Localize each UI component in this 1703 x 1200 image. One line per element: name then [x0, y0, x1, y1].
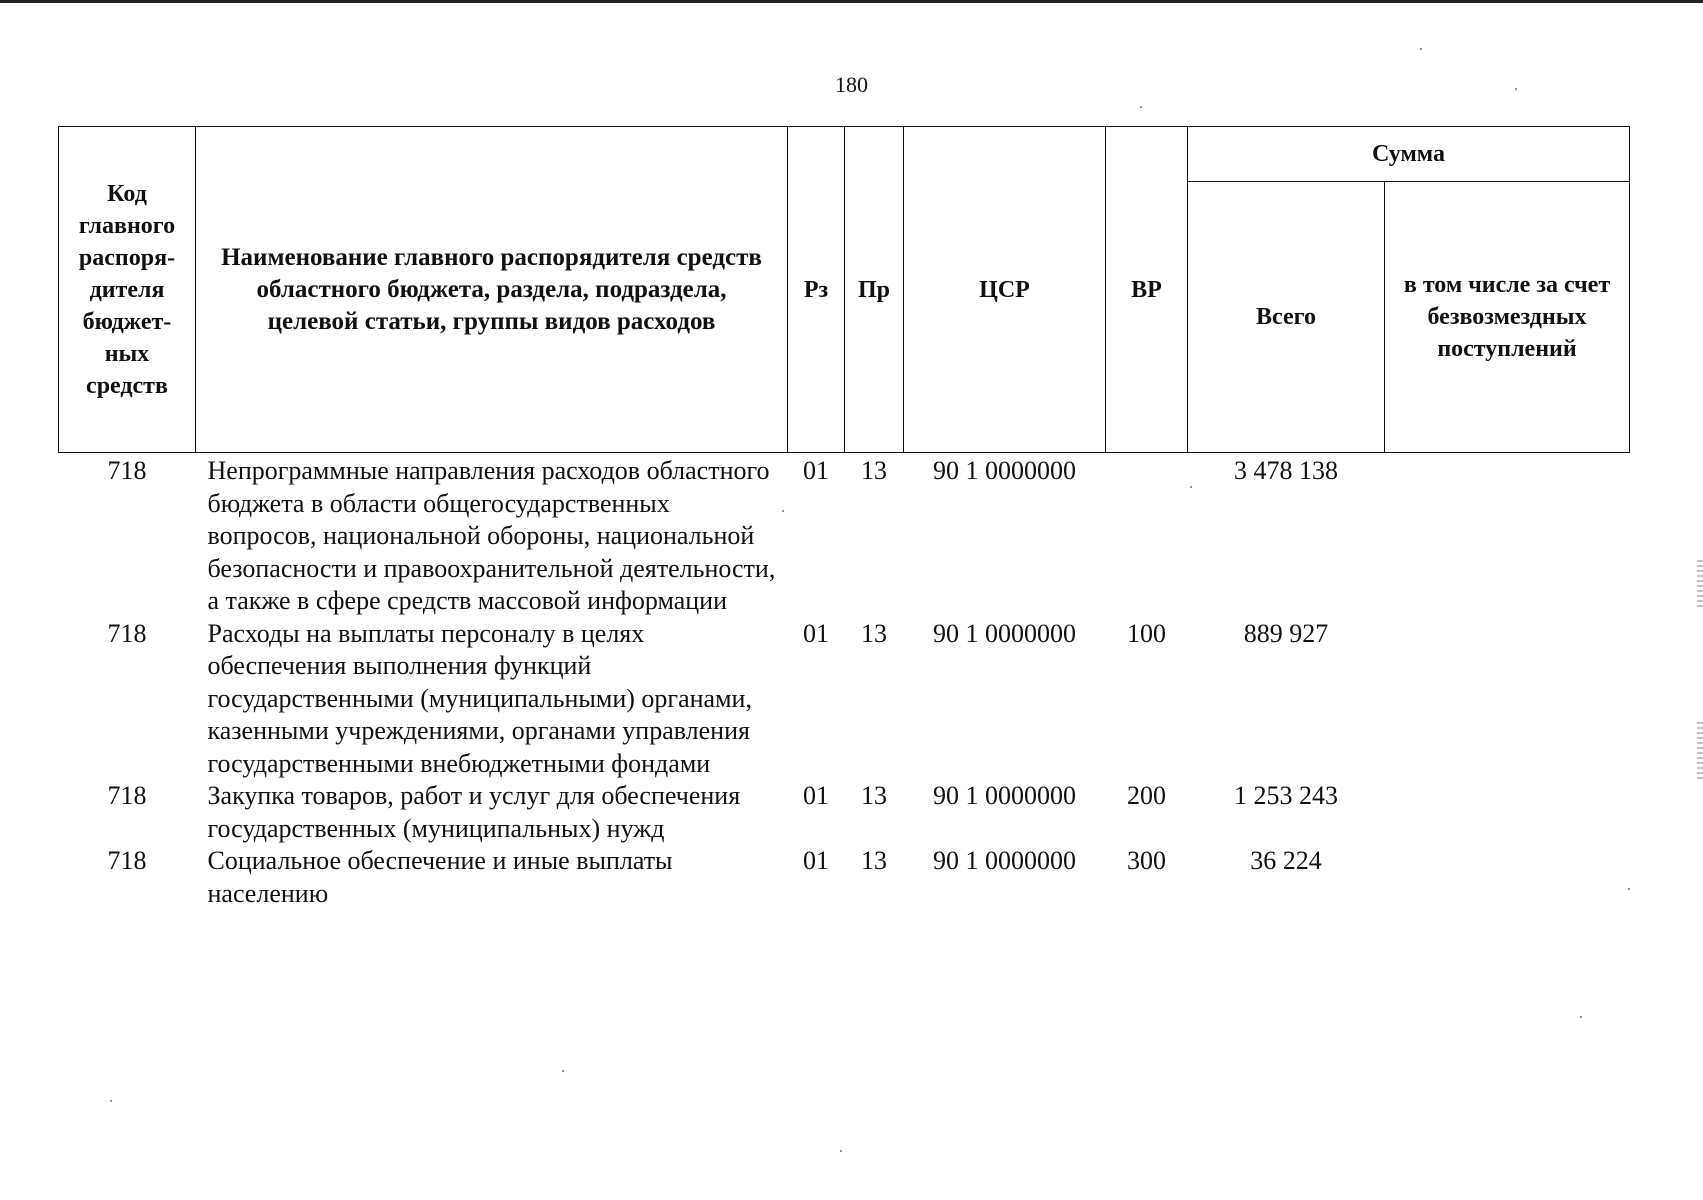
cell-vr: 100 [1127, 618, 1166, 648]
cell-free-receipts [1385, 453, 1630, 618]
scan-speck [1420, 48, 1422, 50]
cell-vr [1106, 453, 1188, 618]
scan-artifact [1697, 722, 1703, 782]
cell-rz: 01 [803, 846, 829, 875]
scan-artifact [1697, 560, 1703, 610]
cell-pr: 13 [861, 618, 887, 648]
scan-speck [782, 510, 784, 512]
scan-top-edge [0, 0, 1703, 3]
cell-free-receipts [1385, 618, 1630, 781]
cell-rz: 01 [803, 781, 829, 810]
cell-code: 718 [107, 781, 147, 810]
header-free-receipts: в том числе за счет безвозмездных поступлений [1385, 182, 1630, 453]
header-rz: Рз [788, 127, 845, 453]
cell-total: 36 224 [1250, 846, 1322, 875]
cell-code: 718 [107, 846, 147, 875]
header-sum: Сумма [1188, 127, 1630, 182]
header-vr: ВР [1106, 127, 1188, 453]
scan-speck [1628, 888, 1630, 890]
scan-speck [1515, 88, 1517, 90]
cell-csr: 90 1 0000000 [933, 456, 1076, 485]
cell-pr: 13 [861, 846, 887, 875]
cell-vr: 300 [1127, 846, 1166, 875]
table-row [59, 845, 1630, 910]
table-body [59, 453, 1630, 911]
cell-free-receipts [1385, 780, 1630, 845]
cell-rz: 01 [803, 618, 829, 648]
cell-free-receipts [1385, 845, 1630, 910]
table-row [59, 618, 1630, 781]
cell-rz: 01 [803, 456, 829, 485]
cell-pr: 13 [861, 456, 887, 485]
cell-vr: 200 [1127, 781, 1166, 810]
cell-pr: 13 [861, 781, 887, 810]
scan-speck [1140, 106, 1142, 108]
cell-code: 718 [107, 456, 147, 485]
table-row [59, 453, 1630, 618]
table-row [59, 780, 1630, 845]
page-number: 180 [835, 72, 868, 97]
table-header [59, 127, 1630, 453]
cell-code: 718 [107, 618, 147, 648]
scan-speck [1580, 1016, 1582, 1018]
cell-name: Закупка товаров, работ и услуг для обеспечения государственных (муниципальных) нужд [207, 781, 741, 843]
scan-speck [1190, 486, 1192, 488]
header-csr: ЦСР [904, 127, 1106, 453]
cell-total: 3 478 138 [1234, 456, 1338, 485]
budget-table [58, 126, 1630, 910]
scan-speck [840, 1150, 842, 1152]
cell-name: Непрограммные направления расходов областного бюджета в области общегосударственных вопросов, национальной обороны, национальной безопасности и правоохранительной деятельности, а также в сфере средств массовой информации [207, 456, 776, 615]
scan-speck [562, 1070, 564, 1072]
cell-csr: 90 1 0000000 [933, 781, 1076, 810]
cell-csr: 90 1 0000000 [933, 846, 1076, 875]
cell-total: 889 927 [1243, 618, 1329, 648]
cell-name: Социальное обеспечение и иные выплаты населению [207, 846, 673, 908]
header-pr: Пр [845, 127, 904, 453]
cell-csr: 90 1 0000000 [933, 618, 1076, 648]
cell-name: Расходы на выплаты персоналу в целях обеспечения выполнения функций государственными (муниципальными) органами, казенными учреждениями, органами управления государственными внебюджетными фондами [207, 618, 752, 778]
scan-speck [110, 1100, 112, 1102]
header-total: Всего [1188, 182, 1385, 453]
header-code: Код главного распоря-дителя бюджет-ных средств [59, 127, 196, 453]
header-name: Наименование главного распорядителя средств областного бюджета, раздела, подраздела, целевой статьи, группы видов расходов [196, 127, 788, 453]
cell-total: 1 253 243 [1234, 781, 1338, 810]
